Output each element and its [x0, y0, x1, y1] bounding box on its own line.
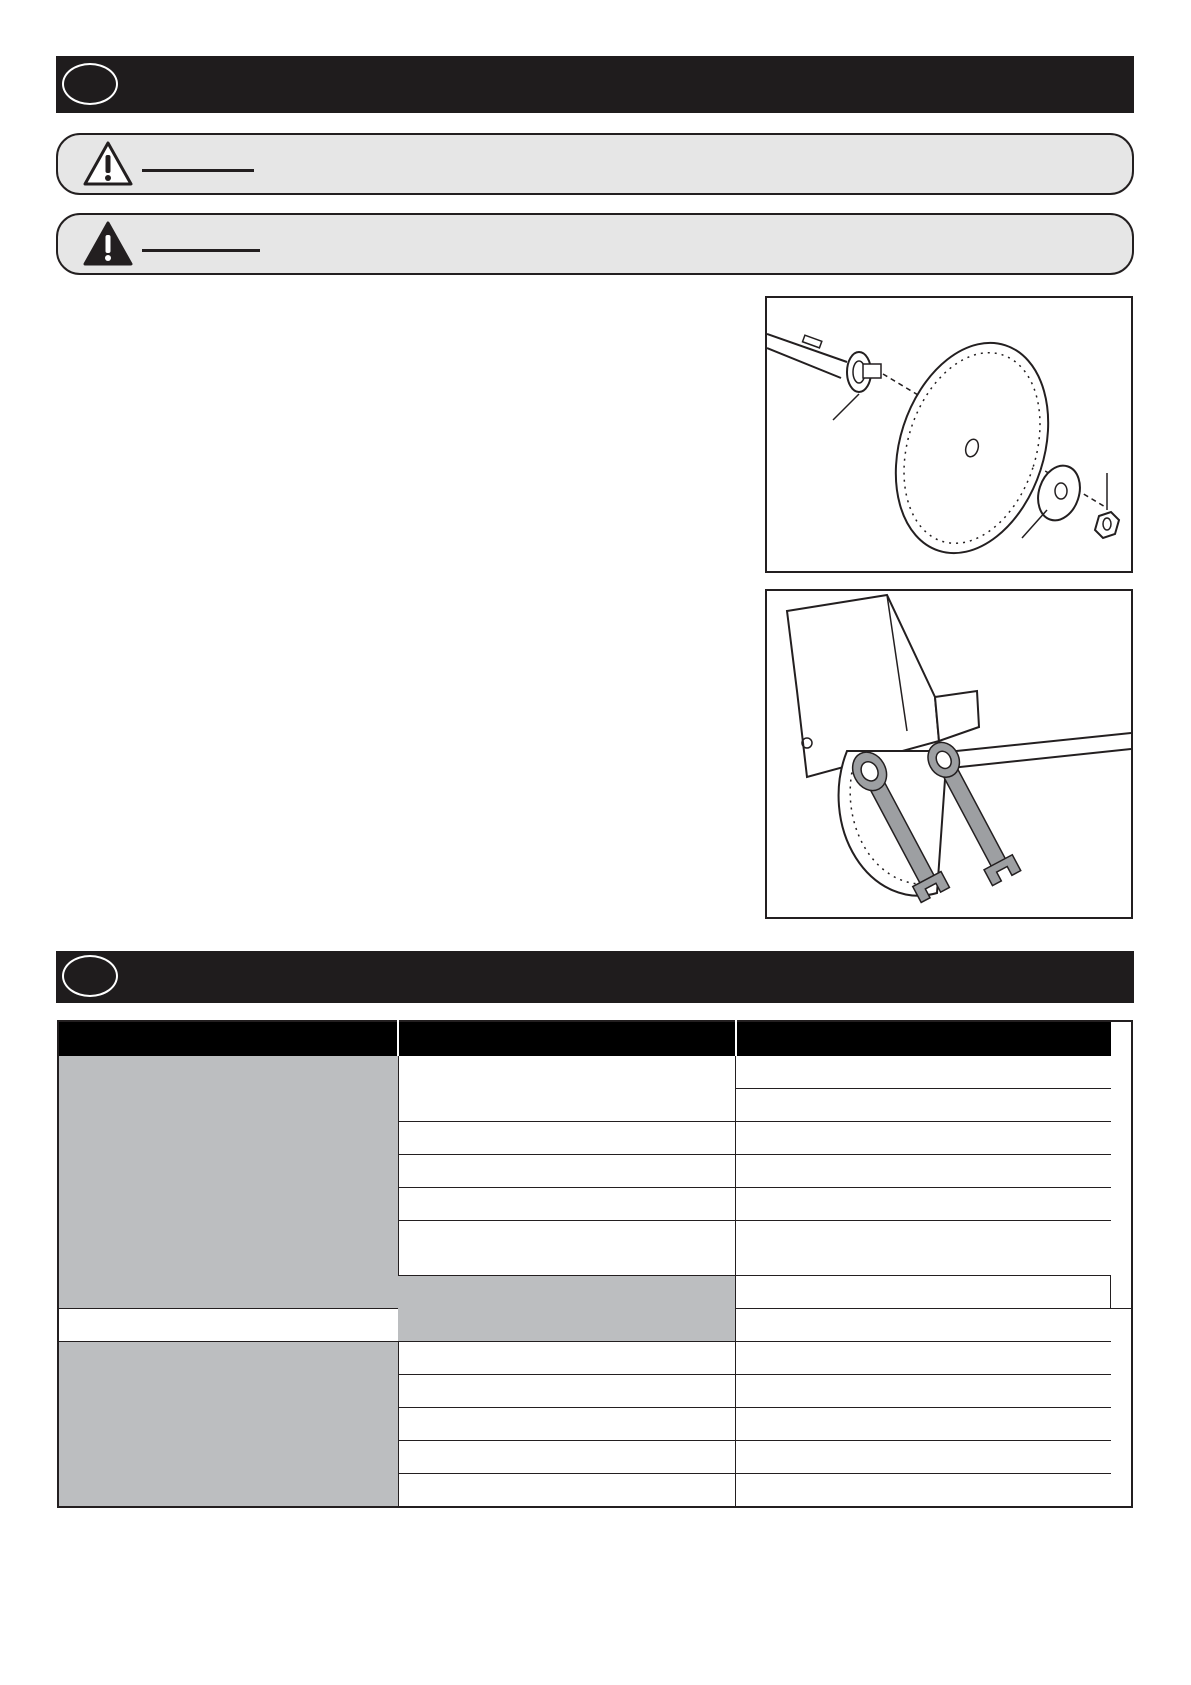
cause-cell	[398, 1441, 735, 1474]
section-header-1	[56, 56, 1134, 113]
column-header	[398, 1021, 735, 1056]
problem-cell	[398, 1276, 735, 1342]
section-header-2	[56, 951, 1134, 1003]
cause-cell	[398, 1221, 735, 1276]
remedy-cell	[736, 1342, 1111, 1375]
remedy-cell	[1111, 1276, 1133, 1309]
cause-cell	[398, 1375, 735, 1408]
remedy-cell	[736, 1089, 1111, 1122]
cause-cell	[398, 1155, 735, 1188]
caution-underline	[142, 169, 254, 172]
warning-underline	[142, 249, 260, 252]
cause-cell	[398, 1122, 735, 1155]
cause-cell	[398, 1056, 735, 1122]
warning-filled-icon	[82, 219, 134, 269]
remedy-cell	[736, 1309, 1111, 1342]
table-row	[58, 1342, 1132, 1375]
problem-cell	[58, 1342, 398, 1508]
cause-cell	[398, 1474, 735, 1508]
remedy-cell	[736, 1188, 1111, 1221]
figure-blade-assembly	[765, 296, 1133, 573]
cause-cell	[736, 1276, 1111, 1309]
remedy-cell	[736, 1408, 1111, 1441]
remedy-cell	[736, 1441, 1111, 1474]
diamond-blade	[870, 323, 1074, 571]
language-badge-circle	[62, 63, 118, 105]
troubleshooting-table	[57, 1020, 1133, 1508]
cause-cell	[58, 1309, 398, 1342]
wrench-tightening-illustration	[767, 591, 1131, 917]
remedy-cell	[736, 1221, 1111, 1276]
table-header-row	[58, 1021, 1132, 1056]
cause-cell	[398, 1188, 735, 1221]
warning-outline-icon	[82, 139, 134, 189]
cause-cell	[398, 1408, 735, 1441]
warning-box	[56, 213, 1134, 275]
cause-cell	[398, 1342, 735, 1375]
column-header	[58, 1021, 398, 1056]
remedy-cell	[736, 1122, 1111, 1155]
caution-box	[56, 133, 1134, 195]
column-header	[736, 1021, 1111, 1056]
table-row	[58, 1056, 1132, 1089]
remedy-cell	[736, 1056, 1111, 1089]
remedy-cell	[736, 1375, 1111, 1408]
language-badge-circle	[62, 955, 118, 997]
figure-wrench-tightening	[765, 589, 1133, 919]
remedy-cell	[736, 1155, 1111, 1188]
remedy-cell	[736, 1474, 1111, 1508]
problem-cell	[58, 1056, 398, 1309]
blade-assembly-illustration	[767, 298, 1131, 571]
blade-guard	[787, 595, 939, 777]
